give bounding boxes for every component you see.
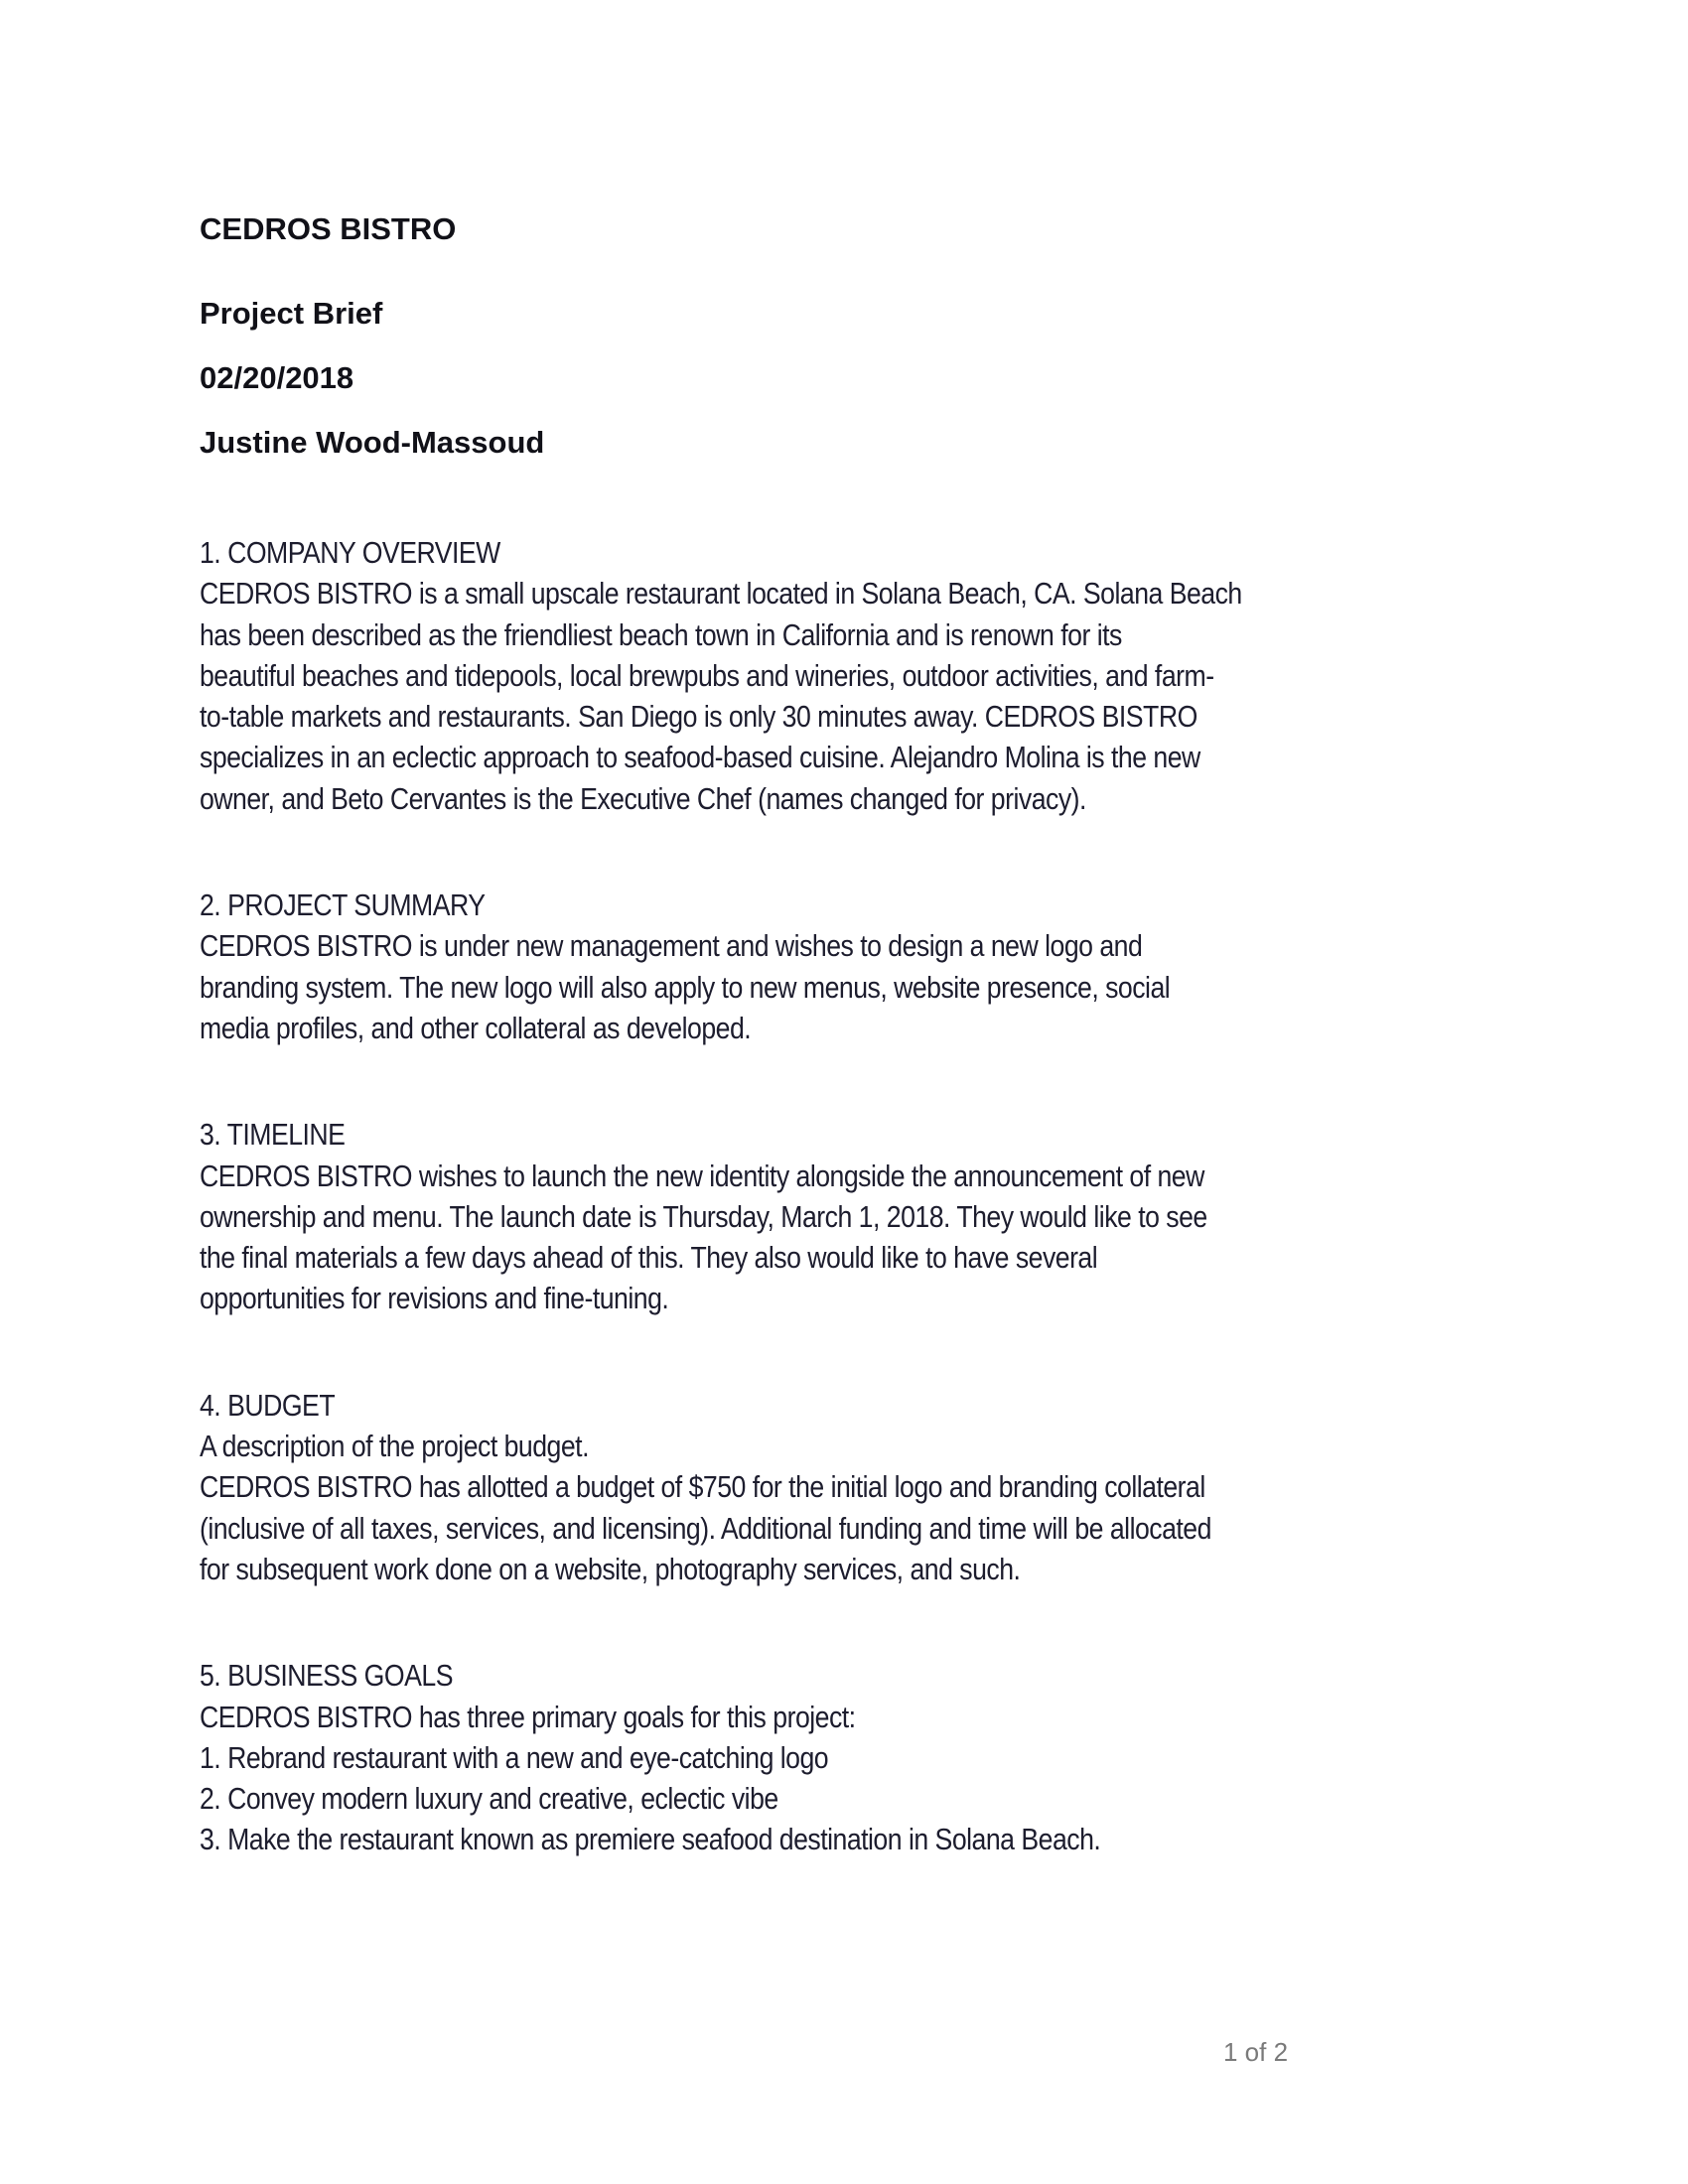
goal-list-item: 2. Convey modern luxury and creative, eclectic vibe: [200, 1781, 778, 1817]
section-title: 1. COMPANY OVERVIEW: [200, 535, 500, 570]
paragraph-line: opportunities for revisions and fine-tuning.: [200, 1281, 669, 1316]
document-type: Project Brief: [200, 296, 383, 331]
paragraph-line: CEDROS BISTRO is a small upscale restaurant located in Solana Beach, CA. Solana Beach: [200, 576, 1242, 612]
paragraph-line: beautiful beaches and tidepools, local brewpubs and wineries, outdoor activities, and farm-: [200, 657, 1214, 693]
goal-list-item: 3. Make the restaurant known as premiere seafood destination in Solana Beach.: [200, 1822, 1101, 1857]
paragraph-line: (inclusive of all taxes, services, and licensing). Additional funding and time will be allocated: [200, 1510, 1211, 1546]
paragraph-line: owner, and Beto Cervantes is the Executive Chef (names changed for privacy).: [200, 780, 1086, 816]
section-title: 4. BUDGET: [200, 1387, 336, 1423]
paragraph-line: ownership and menu. The launch date is Thursday, March 1, 2018. They would like to see: [200, 1198, 1207, 1234]
section-title: 5. BUSINESS GOALS: [200, 1658, 453, 1694]
section-business-goals: [200, 1655, 1480, 1859]
paragraph-line: CEDROS BISTRO is under new management and wishes to design a new logo and: [200, 928, 1143, 964]
document-date: 02/20/2018: [200, 360, 354, 395]
paragraph-line: CEDROS BISTRO wishes to launch the new identity alongside the announcement of new: [200, 1158, 1204, 1193]
section-title: 3. TIMELINE: [200, 1117, 346, 1153]
paragraph-line: CEDROS BISTRO has three primary goals for this project:: [200, 1699, 856, 1734]
document-body: [200, 197, 1480, 1926]
section-project-summary: [200, 885, 1480, 1048]
section-timeline: [200, 1114, 1480, 1318]
section-budget: [200, 1385, 1480, 1589]
paragraph-line: has been described as the friendliest beach town in California and is renown for its: [200, 616, 1122, 652]
paragraph-line: the final materials a few days ahead of this. They also would like to have several: [200, 1240, 1098, 1276]
paragraph-line: media profiles, and other collateral as developed.: [200, 1010, 752, 1045]
paragraph-line: specializes in an eclectic approach to seafood-based cuisine. Alejandro Molina is the new: [200, 740, 1200, 775]
section-company-overview: [200, 532, 1480, 819]
goal-list-item: 1. Rebrand restaurant with a new and eye-catching logo: [200, 1739, 829, 1775]
paragraph-line: branding system. The new logo will also apply to new menus, website presence, social: [200, 969, 1171, 1005]
document-author: Justine Wood-Massoud: [200, 425, 545, 460]
section-title: 2. PROJECT SUMMARY: [200, 887, 486, 923]
company-name: CEDROS BISTRO: [200, 211, 457, 246]
paragraph-line: to-table markets and restaurants. San Diego is only 30 minutes away. CEDROS BISTRO: [200, 699, 1197, 735]
paragraph-line: A description of the project budget.: [200, 1429, 589, 1464]
paragraph-line: CEDROS BISTRO has allotted a budget of $750 for the initial logo and branding collateral: [200, 1469, 1205, 1505]
page-indicator: 1 of 2: [1223, 2037, 1289, 2067]
paragraph-line: for subsequent work done on a website, photography services, and such.: [200, 1551, 1021, 1586]
